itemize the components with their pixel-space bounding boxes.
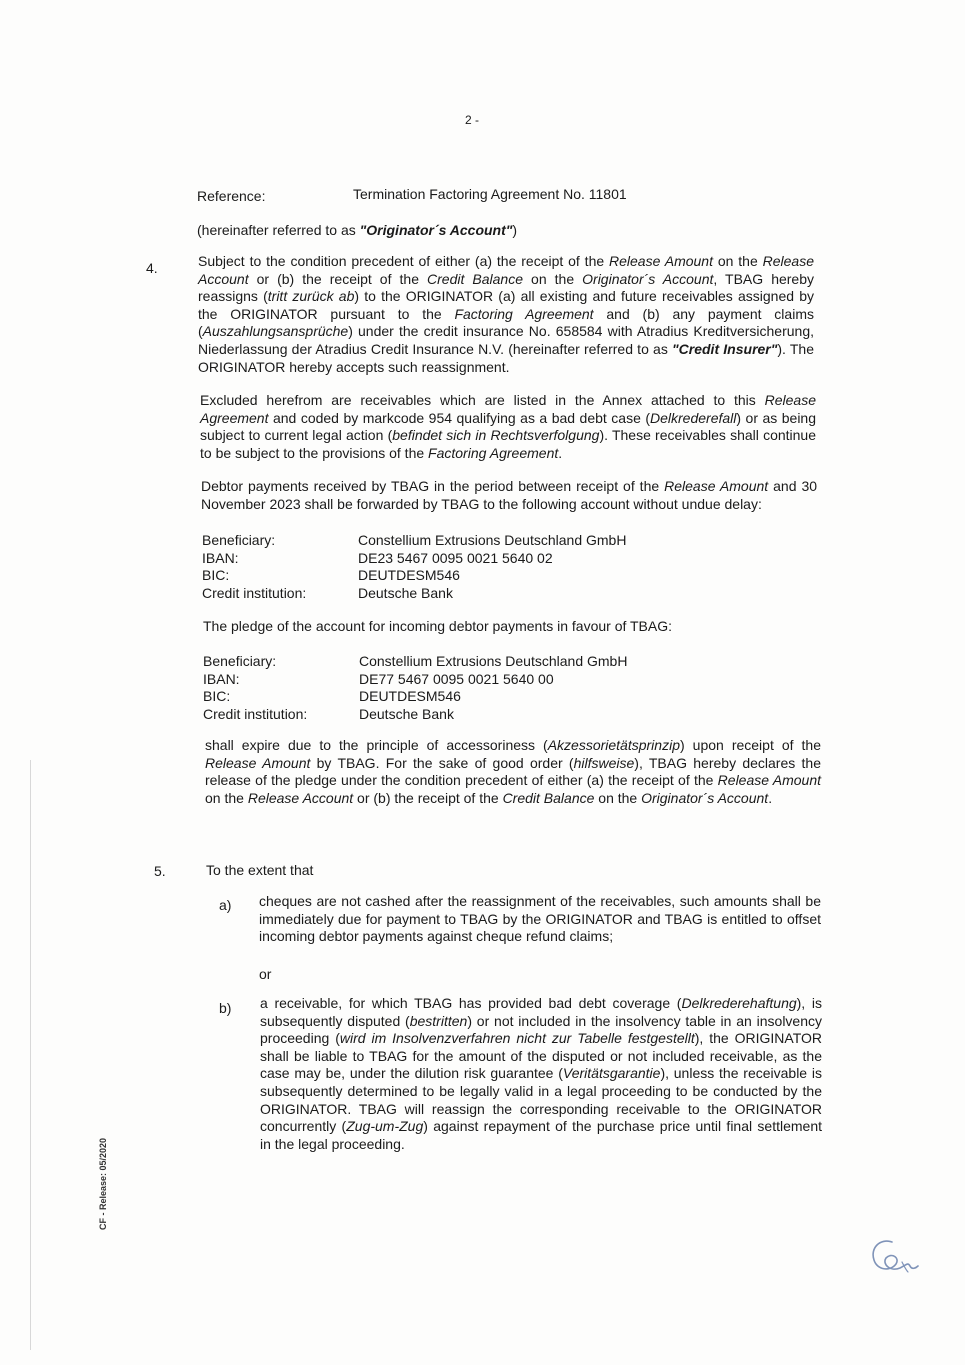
section5-or: or [259,966,272,982]
pledged-account-details [203,653,627,723]
page-number: 2 - [465,113,480,127]
hereinafter-line: (hereinafter referred to as "Originator´s Account") [197,222,518,238]
handwritten-initials-icon [862,1232,922,1282]
bic-value: DEUTDESM546 [359,688,461,705]
beneficiary-value: Constellium Extrusions Deutschland GmbH [358,532,627,548]
section-number-5: 5. [154,863,166,879]
section5-intro: To the extent that [206,862,314,878]
section4-paragraph-3: Debtor payments received by TBAG in the period between receipt of the Release Amount and 30 November 2023 shall be forwarded by TBAG to the following account without undue delay: [201,478,818,512]
section4-paragraph-2: Excluded herefrom are receivables which are listed in the Annex attached to this Release Agreement and coded by markcode 954 qualifying as a bad debt case (Delkrederefall) or as being subject to current legal action (befindet sich in Rechtsverfolgung). These receivables shall continue to be subject to the provisions of the Factoring Agreement. [200,392,817,461]
beneficiary-label: Beneficiary: [202,532,276,548]
iban-label: IBAN: [202,549,239,566]
iban-value: DE77 5467 0095 0021 5640 00 [359,670,554,687]
defined-term: "Originator´s Account" [359,222,513,238]
section5-item-a: cheques are not cashed after the reassignment of the receivables, such amounts shall be immediately due for payment to TBAG by the ORIGINATOR and TBAG is entitled to offset incoming debtor payments against cheque refund claims; [259,893,821,945]
section4-paragraph-1: Subject to the condition precedent of either (a) the receipt of the Release Amount on the Release Account or (b) the receipt of the Credit Balance on the Originator´s Account, TBAG hereby reassigns (tritt zurück ab) to the ORIGINATOR (a) all existing and future receivables assigned by the ORIGINATOR pursuant to the Factoring Agreement and (b) any payment claims (Auszahlungsansprüche) under the credit insurance No. 658584 with Atradius Kreditversicherung, Niederlassung der Atradius Credit Insurance N.V. (hereinafter referred to as "Credit Insurer"). The ORIGINATOR hereby accepts such reassignment. [198,253,815,375]
institution-label: Credit institution: [203,705,308,722]
institution-value: Deutsche Bank [359,705,454,722]
scan-edge-line [30,760,31,1350]
section5-item-b: a receivable, for which TBAG has provided bad debt coverage (Delkrederehaftung), is subsequently disputed (bestritten) or not included in the insolvency table in an insolvency proceeding (wird im Insolvenzverfahren nicht zur Tabelle festgestellt), the ORIGINATOR shall be liable to TBAG for the amount of the disputed or not included receivable, as the case may be, under the dilution risk guarantee (Veritätsgarantie), unless the receivable is subsequently determined to be legally valid in a legal proceeding to be conducted by the ORIGINATOR. TBAG will reassign the corresponding receivable to the ORIGINATOR concurrently (Zug-um-Zug) against repayment of the purchase price until final settlement in the legal proceeding. [260,995,823,1152]
institution-label: Credit institution: [202,584,307,601]
bic-label: BIC: [202,567,230,584]
item-letter-b: b) [219,1000,232,1016]
reference-value: Termination Factoring Agreement No. 11801 [353,186,627,202]
section4-paragraph-5: shall expire due to the principle of accessoriness (Akzessorietätsprinzip) upon receipt of the Release Amount by TBAG. For the sake of good order (hilfsweise), TBAG hereby declares the release of the pledge under the condition precedent of either (a) the receipt of the Release Amount on the Release Account or (b) the receipt of the Credit Balance on the Originator´s Account. [205,737,822,806]
institution-value: Deutsche Bank [358,584,453,601]
iban-label: IBAN: [203,670,240,687]
section-number-4: 4. [146,260,158,276]
beneficiary-value: Constellium Extrusions Deutschland GmbH [359,653,628,669]
bic-label: BIC: [203,688,231,705]
item-letter-a: a) [219,897,232,913]
beneficiary-label: Beneficiary: [203,653,277,669]
bic-value: DEUTDESM546 [358,567,460,584]
section4-paragraph-4: The pledge of the account for incoming debtor payments in favour of TBAG: [203,618,673,634]
iban-value: DE23 5467 0095 0021 5640 02 [358,549,553,566]
reference-label: Reference: [197,188,266,204]
release-version-stamp: CF - Release: 05/2020 [98,1137,108,1230]
forwarding-account-details [202,532,626,602]
